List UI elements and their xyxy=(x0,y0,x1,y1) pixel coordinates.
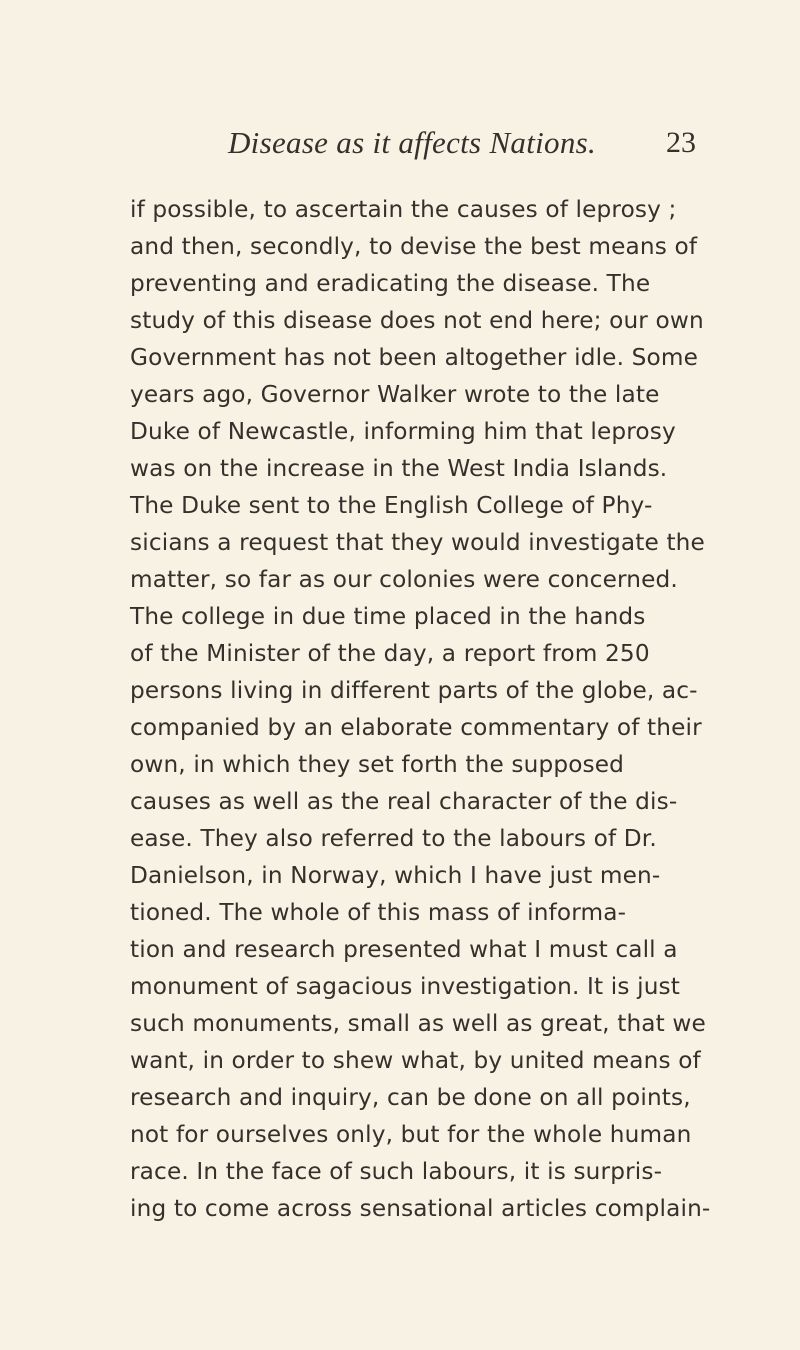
text-line: ing to come across sensational articles complain- xyxy=(130,1195,711,1222)
text-line: matter, so far as our colonies were concerned. xyxy=(130,566,678,593)
text-line: of the Minister of the day, a report from 250 xyxy=(130,640,650,667)
running-title: Disease as it affects Nations. xyxy=(228,125,597,160)
text-line: not for ourselves only, but for the whole human xyxy=(130,1121,692,1148)
text-line: The Duke sent to the English College of Phy- xyxy=(130,492,653,519)
text-line: years ago, Governor Walker wrote to the late xyxy=(130,381,660,408)
text-line: Duke of Newcastle, informing him that leprosy xyxy=(130,418,676,445)
text-line: preventing and eradicating the disease. The xyxy=(130,270,651,297)
text-line: was on the increase in the West India Islands. xyxy=(130,455,668,482)
text-line: persons living in different parts of the globe, ac- xyxy=(130,677,698,704)
text-line: want, in order to shew what, by united means of xyxy=(130,1047,701,1074)
text-line: and then, secondly, to devise the best means of xyxy=(130,233,698,260)
text-line: if possible, to ascertain the causes of leprosy ; xyxy=(130,196,677,223)
text-line: tion and research presented what I must call a xyxy=(130,936,678,963)
text-line: own, in which they set forth the supposed xyxy=(130,751,625,778)
text-line: research and inquiry, can be done on all points, xyxy=(130,1084,691,1111)
text-line: ease. They also referred to the labours of Dr. xyxy=(130,825,657,852)
text-line: The college in due time placed in the hands xyxy=(130,603,646,630)
text-line: companied by an elaborate commentary of their xyxy=(130,714,702,741)
text-line: Government has not been altogether idle. Some xyxy=(130,344,698,371)
page-number: 23 xyxy=(666,126,696,159)
text-line: such monuments, small as well as great, that we xyxy=(130,1010,706,1037)
text-line: monument of sagacious investigation. It is just xyxy=(130,973,681,1000)
text-line: tioned. The whole of this mass of informa- xyxy=(130,899,627,926)
text-line: sicians a request that they would investigate the xyxy=(130,529,705,556)
text-line: race. In the face of such labours, it is surpris- xyxy=(130,1158,663,1185)
text-line: Danielson, in Norway, which I have just men- xyxy=(130,862,661,889)
text-line: causes as well as the real character of the dis- xyxy=(130,788,678,815)
text-line: study of this disease does not end here; our own xyxy=(130,307,704,334)
